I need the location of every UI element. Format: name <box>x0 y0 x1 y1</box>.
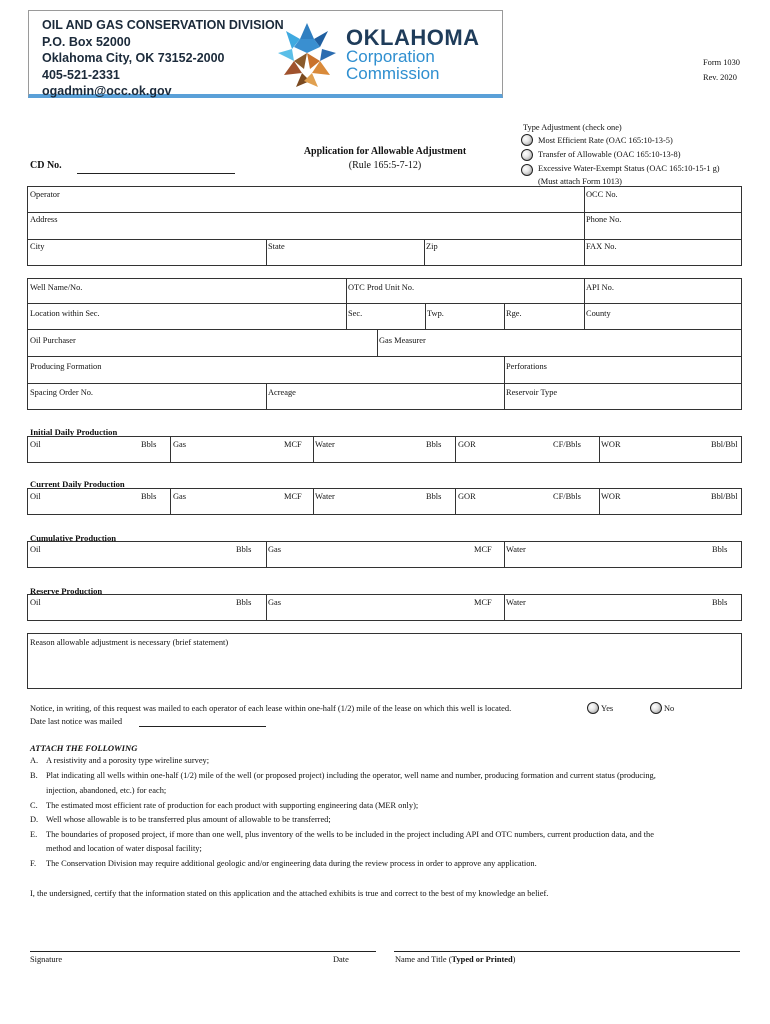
current-oil-unit: Bbls <box>141 492 157 501</box>
label-notice-no: No <box>664 704 675 713</box>
sec-field[interactable]: Sec. <box>348 309 363 318</box>
radio-most-efficient-rate[interactable] <box>521 134 533 146</box>
reason-label: Reason allowable adjustment is necessary (brief statement) <box>30 638 229 647</box>
producing-formation-field[interactable]: Producing Formation <box>30 362 102 371</box>
attach-item-text: The boundaries of proposed project, if more than one well, plus inventory of the wells to be included in the project including API and OTC numbers, current production data, and the <box>46 829 654 839</box>
signature-label: Signature <box>30 955 63 964</box>
current-gas-unit: MCF <box>284 492 302 501</box>
label-most-efficient-rate: Most Efficient Rate (OAC 165:10-13-5) <box>538 136 673 145</box>
initial-gas-unit: MCF <box>284 440 302 449</box>
fax-no-field[interactable]: FAX No. <box>586 242 617 251</box>
logo-star-icon <box>274 21 340 91</box>
operator-field[interactable]: Operator <box>30 190 60 199</box>
current-wor-field[interactable]: WOR <box>601 492 621 501</box>
current-production-row <box>27 488 742 515</box>
phone-line: 405-521-2331 <box>42 67 120 82</box>
attach-item <box>30 830 730 844</box>
initial-water-unit: Bbls <box>426 440 442 449</box>
oil-purchaser-field[interactable]: Oil Purchaser <box>30 336 76 345</box>
attach-item-letter: C. <box>30 801 38 810</box>
current-gas-field[interactable]: Gas <box>173 492 187 501</box>
date-last-notice-label: Date last notice was mailed <box>30 717 123 726</box>
type-adjustment-heading: Type Adjustment (check one) <box>523 123 622 132</box>
agency-address-block <box>42 17 284 100</box>
reserve-gas-field[interactable]: Gas <box>268 598 282 607</box>
date-label: Date <box>333 955 349 964</box>
form-rule: (Rule 165:5-7-12) <box>348 160 422 171</box>
radio-excessive-water[interactable] <box>521 164 533 176</box>
reserve-water-field[interactable]: Water <box>506 598 526 607</box>
attach-item-letter: F. <box>30 858 37 868</box>
label-must-attach-form: (Must attach Form 1013) <box>538 177 622 186</box>
reserve-production-title: Reserve Production <box>30 586 103 596</box>
reserve-oil-unit: Bbls <box>236 598 252 607</box>
name-title-line[interactable] <box>394 951 740 952</box>
form-number: Form 1030 <box>703 58 740 67</box>
cd-no-field[interactable] <box>77 173 235 174</box>
attach-item <box>30 859 730 873</box>
attach-item <box>30 844 730 859</box>
certification-statement: I, the undersigned, certify that the information stated on this application and the attached exhibits is true and correct to the best of my knowledge an belief. <box>30 889 549 898</box>
initial-gor-field[interactable]: GOR <box>458 440 476 449</box>
label-notice-yes: Yes <box>601 704 614 713</box>
api-no-field[interactable]: API No. <box>586 283 614 292</box>
attach-item-letter: D. <box>30 814 39 824</box>
attach-heading: ATTACH THE FOLLOWING <box>30 743 138 753</box>
reserve-water-unit: Bbls <box>712 598 728 607</box>
reserve-production-row <box>27 594 742 621</box>
address-field[interactable]: Address <box>30 215 58 224</box>
cumulative-gas-unit: MCF <box>474 545 492 554</box>
label-excessive-water: Excessive Water-Exempt Status (OAC 165:10-15-1 g) <box>538 164 720 173</box>
cd-no-label: CD No. <box>30 160 62 171</box>
spacing-order-field[interactable]: Spacing Order No. <box>30 388 94 397</box>
gas-measurer-field[interactable]: Gas Measurer <box>379 336 426 345</box>
attach-item-text: Plat indicating all wells within one-half (1/2) mile of the well (or proposed project) including the operator, well name and number, producing formation and current status (producing, <box>46 771 656 780</box>
initial-wor-field[interactable]: WOR <box>601 440 621 449</box>
radio-transfer-of-allowable[interactable] <box>521 149 533 161</box>
cumulative-water-unit: Bbls <box>712 545 728 554</box>
initial-gas-field[interactable]: Gas <box>173 440 187 449</box>
radio-notice-yes[interactable] <box>587 702 599 714</box>
attach-item-text: method and location of water disposal facility; <box>46 843 202 853</box>
po-box: P.O. Box 52000 <box>42 34 131 49</box>
agency-name: OIL AND GAS CONSERVATION DIVISION <box>42 18 284 32</box>
state-field[interactable]: State <box>268 242 285 251</box>
occ-no-field[interactable]: OCC No. <box>586 190 618 199</box>
attach-item-letter: A. <box>30 756 39 765</box>
initial-oil-field[interactable]: Oil <box>30 440 41 449</box>
city-line: Oklahoma City, OK 73152-2000 <box>42 51 225 65</box>
cumulative-production-title: Cumulative Production <box>30 533 117 543</box>
label-transfer-of-allowable: Transfer of Allowable (OAC 165:10-13-8) <box>538 150 681 159</box>
attach-item <box>30 786 730 801</box>
initial-water-field[interactable]: Water <box>315 440 335 449</box>
location-field[interactable]: Location within Sec. <box>30 309 100 318</box>
occ-logo <box>274 21 489 91</box>
reserve-oil-field[interactable]: Oil <box>30 598 41 607</box>
cumulative-gas-field[interactable]: Gas <box>268 545 282 554</box>
current-oil-field[interactable]: Oil <box>30 492 41 501</box>
current-production-title: Current Daily Production <box>30 479 125 489</box>
attach-item-letter: B. <box>30 771 38 780</box>
twp-field[interactable]: Twp. <box>427 309 444 318</box>
initial-wor-unit: Bbl/Bbl <box>711 440 738 449</box>
city-field[interactable]: City <box>30 242 45 251</box>
attach-item <box>30 801 730 815</box>
logo-text-corporation: Corporation <box>346 47 435 66</box>
current-gor-field[interactable]: GOR <box>458 492 476 501</box>
rge-field[interactable]: Rge. <box>506 309 522 318</box>
email-line: ogadmin@occ.ok.gov <box>42 84 172 98</box>
initial-gor-unit: CF/Bbls <box>553 440 581 449</box>
attach-item <box>30 815 730 830</box>
current-water-field[interactable]: Water <box>315 492 335 501</box>
form-revision: Rev. 2020 <box>703 73 737 82</box>
attach-item-text: The Conservation Division may require additional geologic and/or engineering data during the review process in order to approve any application. <box>46 858 537 868</box>
current-wor-unit: Bbl/Bbl <box>711 492 738 501</box>
signature-line[interactable] <box>30 951 376 952</box>
initial-production-row <box>27 436 742 463</box>
attach-item-text: Well whose allowable is to be transferred plus amount of allowable to be transferred; <box>46 814 331 824</box>
name-title-label: Name and Title (Typed or Printed) <box>395 955 516 964</box>
logo-text-oklahoma: OKLAHOMA <box>346 25 480 50</box>
well-name-field[interactable]: Well Name/No. <box>30 283 83 292</box>
phone-no-field[interactable]: Phone No. <box>586 215 622 224</box>
current-gor-unit: CF/Bbls <box>553 492 581 501</box>
attach-item-text: The estimated most efficient rate of production for each product with supporting engineering data (MER only); <box>46 801 419 810</box>
county-field[interactable]: County <box>586 309 611 318</box>
operator-box <box>27 186 742 266</box>
cumulative-production-row <box>27 541 742 568</box>
reserve-gas-unit: MCF <box>474 598 492 607</box>
attach-item <box>30 771 730 786</box>
initial-production-title: Initial Daily Production <box>30 427 118 437</box>
otc-unit-field[interactable]: OTC Prod Unit No. <box>348 283 415 292</box>
initial-oil-unit: Bbls <box>141 440 157 449</box>
current-water-unit: Bbls <box>426 492 442 501</box>
cumulative-oil-unit: Bbls <box>236 545 252 554</box>
cumulative-water-field[interactable]: Water <box>506 545 526 554</box>
attach-item-text: A resistivity and a porosity type wireline survey; <box>46 756 210 765</box>
notice-text: Notice, in writing, of this request was mailed to each operator of each lease within one-half (1/2) mile of the lease on which this well is located. <box>30 704 512 713</box>
attach-item <box>30 756 730 771</box>
perforations-field[interactable]: Perforations <box>506 362 547 371</box>
header-box <box>28 10 503 98</box>
acreage-field[interactable]: Acreage <box>268 388 296 397</box>
radio-notice-no[interactable] <box>650 702 662 714</box>
attach-list <box>30 756 730 873</box>
cumulative-oil-field[interactable]: Oil <box>30 545 41 554</box>
attach-item-text: injection, abandoned, etc.) for each; <box>46 786 167 795</box>
date-last-notice-field[interactable] <box>139 726 266 727</box>
logo-text-commission: Commission <box>346 64 440 83</box>
attach-item-letter: E. <box>30 829 38 839</box>
form-title: Application for Allowable Adjustment <box>303 146 467 157</box>
zip-field[interactable]: Zip <box>426 242 438 251</box>
reservoir-type-field[interactable]: Reservoir Type <box>506 388 558 397</box>
